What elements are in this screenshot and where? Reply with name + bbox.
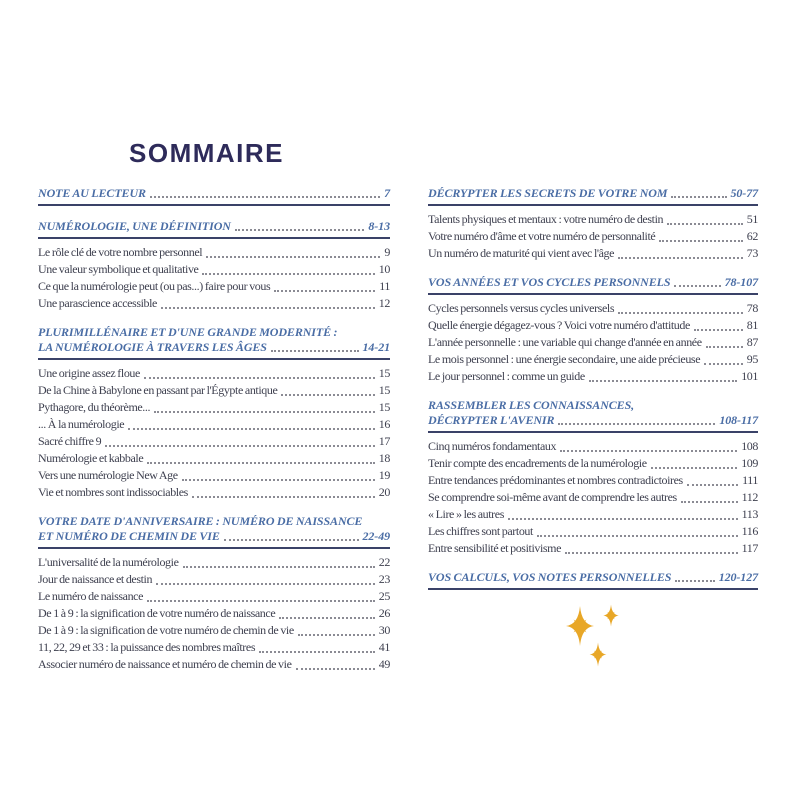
toc-entry bbox=[38, 467, 390, 484]
dot-leader bbox=[296, 668, 375, 670]
toc-entry bbox=[38, 261, 390, 278]
dot-leader bbox=[202, 273, 374, 275]
dot-leader bbox=[224, 539, 359, 541]
toc-entry-page: 108 bbox=[741, 439, 758, 453]
section-heading bbox=[428, 275, 758, 290]
section-heading bbox=[428, 398, 758, 428]
toc-entry bbox=[38, 588, 390, 605]
toc-entry-page: 95 bbox=[746, 352, 758, 366]
section-heading-line: VOS CALCULS, VOS NOTES PERSONNELLES bbox=[428, 570, 672, 584]
section-entries bbox=[38, 549, 390, 673]
section-page-range: 7 bbox=[384, 186, 390, 200]
toc-entry-page: 25 bbox=[378, 589, 390, 603]
dot-leader bbox=[182, 479, 375, 481]
section-page-range: 22-49 bbox=[362, 529, 390, 543]
section-page-range: 50-77 bbox=[730, 186, 758, 200]
section-entries bbox=[38, 360, 390, 501]
toc-entry bbox=[38, 554, 390, 571]
toc-entry-page: 19 bbox=[378, 468, 390, 482]
toc-entry-page: 73 bbox=[746, 246, 758, 260]
dot-leader bbox=[694, 329, 743, 331]
toc-entry bbox=[38, 605, 390, 622]
section-entries bbox=[428, 295, 758, 385]
sparkle-star-icon bbox=[586, 642, 610, 667]
toc-entry-label: De 1 à 9 : la signification de votre numéro de chemin de vie bbox=[38, 623, 294, 637]
toc-entry-label: Le numéro de naissance bbox=[38, 589, 144, 603]
toc-entry-label: Le mois personnel : une énergie secondaire, une aide précieuse bbox=[428, 352, 701, 366]
toc-entry-label: De la Chine à Babylone en passant par l'Égypte antique bbox=[38, 383, 278, 397]
toc-entry-label: « Lire » les autres bbox=[428, 507, 504, 521]
sparkle-star-icon bbox=[600, 604, 622, 627]
dot-leader bbox=[279, 617, 375, 619]
dot-leader bbox=[589, 380, 737, 382]
toc-section bbox=[428, 398, 758, 557]
toc-entry-page: 18 bbox=[378, 451, 390, 465]
toc-entry bbox=[428, 455, 758, 472]
dot-leader bbox=[128, 428, 375, 430]
section-entries bbox=[428, 433, 758, 557]
section-heading-line: NOTE AU LECTEUR bbox=[38, 186, 146, 200]
toc-entry-label: Le jour personnel : comme un guide bbox=[428, 369, 585, 383]
toc-entry-page: 15 bbox=[378, 383, 390, 397]
section-heading bbox=[38, 325, 390, 355]
dot-leader bbox=[675, 580, 714, 582]
dot-leader bbox=[154, 411, 375, 413]
section-heading-line: DÉCRYPTER LES SECRETS DE VOTRE NOM bbox=[428, 186, 668, 200]
dot-leader bbox=[206, 256, 380, 258]
toc-entry-page: 41 bbox=[378, 640, 390, 654]
dot-leader bbox=[671, 196, 726, 198]
toc-entry-page: 17 bbox=[378, 434, 390, 448]
toc-entry-page: 78 bbox=[746, 301, 758, 315]
toc-entry-label: 11, 22, 29 et 33 : la puissance des nombres maîtres bbox=[38, 640, 256, 654]
dot-leader bbox=[706, 346, 743, 348]
section-page-range: 108-117 bbox=[719, 413, 758, 427]
section-rule bbox=[38, 204, 390, 206]
dot-leader bbox=[618, 257, 743, 259]
toc-entry-label: Un numéro de maturité qui vient avec l'âge bbox=[428, 246, 615, 260]
section-entries bbox=[428, 206, 758, 262]
dot-leader bbox=[508, 518, 738, 520]
section-heading bbox=[38, 219, 390, 234]
toc-entry-label: L'universalité de la numérologie bbox=[38, 555, 179, 569]
section-heading bbox=[428, 186, 758, 201]
dot-leader bbox=[147, 462, 375, 464]
toc-entry-label: Associer numéro de naissance et numéro de chemin de vie bbox=[38, 657, 292, 671]
toc-entry bbox=[38, 416, 390, 433]
section-heading-line: ET NUMÉRO DE CHEMIN DE VIE bbox=[38, 529, 220, 543]
toc-entry-page: 109 bbox=[741, 456, 758, 470]
toc-entry-label: Quelle énergie dégagez-vous ? Voici votre numéro d'attitude bbox=[428, 318, 690, 332]
dot-leader bbox=[687, 484, 738, 486]
toc-entry-page: 51 bbox=[746, 212, 758, 226]
toc-entry-label: L'année personnelle : une variable qui change d'année en année bbox=[428, 335, 702, 349]
toc-entry-page: 22 bbox=[378, 555, 390, 569]
toc-section bbox=[428, 570, 758, 590]
toc-entry bbox=[38, 622, 390, 639]
toc-entry-label: De 1 à 9 : la signification de votre numéro de naissance bbox=[38, 606, 276, 620]
page-title: SOMMAIRE bbox=[129, 138, 284, 168]
section-heading-line: RASSEMBLER LES CONNAISSANCES, bbox=[428, 398, 635, 412]
toc-section bbox=[38, 514, 390, 673]
toc-entry bbox=[428, 334, 758, 351]
sparkle-star-icon bbox=[560, 605, 600, 647]
dot-leader bbox=[667, 223, 743, 225]
dot-leader bbox=[558, 423, 715, 425]
dot-leader bbox=[681, 501, 738, 503]
toc-entry-page: 101 bbox=[741, 369, 758, 383]
dot-leader bbox=[704, 363, 743, 365]
toc-entry-page: 26 bbox=[378, 606, 390, 620]
toc-section bbox=[428, 186, 758, 262]
toc-entry-page: 12 bbox=[378, 296, 390, 310]
dot-leader bbox=[274, 290, 375, 292]
toc-entry-page: 10 bbox=[378, 262, 390, 276]
toc-entry bbox=[38, 571, 390, 588]
toc-entry-label: Cycles personnels versus cycles universels bbox=[428, 301, 615, 315]
toc-entry-label: Se comprendre soi-même avant de comprendre les autres bbox=[428, 490, 677, 504]
dot-leader bbox=[565, 552, 738, 554]
toc-entry bbox=[428, 506, 758, 523]
section-page-range: 120-127 bbox=[718, 570, 758, 584]
toc-entry bbox=[38, 244, 390, 261]
section-heading-line: DÉCRYPTER L'AVENIR bbox=[428, 413, 555, 427]
dot-leader bbox=[156, 583, 375, 585]
dot-leader bbox=[618, 312, 743, 314]
toc-entry-label: Entre sensibilité et positivisme bbox=[428, 541, 562, 555]
toc-entry-label: Pythagore, du théorème... bbox=[38, 400, 151, 414]
toc-entry-page: 16 bbox=[378, 417, 390, 431]
toc-entry-label: Cinq numéros fondamentaux bbox=[428, 439, 557, 453]
toc-section bbox=[38, 325, 390, 501]
dot-leader bbox=[192, 496, 375, 498]
section-heading-line: LA NUMÉROLOGIE À TRAVERS LES ÂGES bbox=[38, 340, 267, 354]
toc-entry-page: 111 bbox=[742, 473, 758, 487]
toc-entry-page: 117 bbox=[741, 541, 758, 555]
toc-entry-page: 15 bbox=[378, 400, 390, 414]
dot-leader bbox=[150, 196, 380, 198]
section-heading-line: NUMÉROLOGIE, UNE DÉFINITION bbox=[38, 219, 231, 233]
section-page-range: 78-107 bbox=[724, 275, 758, 289]
toc-entry bbox=[38, 433, 390, 450]
section-heading-line: PLURIMILLÉNAIRE ET D'UNE GRANDE MODERNITÉ : bbox=[38, 325, 338, 339]
dot-leader bbox=[161, 307, 375, 309]
toc-entry-page: 87 bbox=[746, 335, 758, 349]
toc-entry-label: Une origine assez floue bbox=[38, 366, 140, 380]
toc-entry-page: 112 bbox=[741, 490, 758, 504]
toc-entry-page: 20 bbox=[378, 485, 390, 499]
toc-entry-page: 49 bbox=[378, 657, 390, 671]
toc-entry-label: Sacré chiffre 9 bbox=[38, 434, 102, 448]
dot-leader bbox=[560, 450, 737, 452]
dot-leader bbox=[144, 377, 375, 379]
toc-entry-label: Jour de naissance et destin bbox=[38, 572, 153, 586]
toc-column-left bbox=[38, 186, 390, 686]
toc-entry-page: 15 bbox=[378, 366, 390, 380]
dot-leader bbox=[271, 350, 359, 352]
section-entries bbox=[38, 239, 390, 312]
toc-entry-page: 116 bbox=[741, 524, 758, 538]
toc-entry bbox=[38, 639, 390, 656]
toc-entry-label: Le rôle clé de votre nombre personnel bbox=[38, 245, 203, 259]
dot-leader bbox=[674, 285, 720, 287]
dot-leader bbox=[105, 445, 375, 447]
toc-entry-label: Ce que la numérologie peut (ou pas...) faire pour vous bbox=[38, 279, 271, 293]
toc-entry bbox=[38, 656, 390, 673]
toc-entry-label: Numérologie et kabbale bbox=[38, 451, 144, 465]
toc-entry bbox=[38, 450, 390, 467]
toc-section bbox=[38, 219, 390, 312]
toc-entry bbox=[38, 278, 390, 295]
toc-entry bbox=[428, 472, 758, 489]
dot-leader bbox=[659, 240, 742, 242]
toc-entry-page: 11 bbox=[379, 279, 390, 293]
toc-entry bbox=[38, 365, 390, 382]
toc-entry-label: Vers une numérologie New Age bbox=[38, 468, 178, 482]
toc-entry-label: ... À la numérologie bbox=[38, 417, 125, 431]
dot-leader bbox=[281, 394, 374, 396]
toc-entry-label: Entre tendances prédominantes et nombres contradictoires bbox=[428, 473, 683, 487]
toc-entry bbox=[428, 523, 758, 540]
dot-leader bbox=[651, 467, 738, 469]
dot-leader bbox=[259, 651, 375, 653]
section-heading bbox=[38, 186, 390, 201]
dot-leader bbox=[183, 566, 375, 568]
toc-entry bbox=[38, 399, 390, 416]
toc-entry-label: Les chiffres sont partout bbox=[428, 524, 533, 538]
dot-leader bbox=[298, 634, 375, 636]
toc-entry-label: Tenir compte des encadrements de la numérologie bbox=[428, 456, 647, 470]
toc-entry-label: Votre numéro d'âme et votre numéro de personnalité bbox=[428, 229, 656, 243]
toc-entry-label: Talents physiques et mentaux : votre numéro de destin bbox=[428, 212, 664, 226]
dot-leader bbox=[147, 600, 375, 602]
dot-leader bbox=[537, 535, 738, 537]
toc-entry-label: Une valeur symbolique et qualitative bbox=[38, 262, 199, 276]
toc-entry-label: Une parascience accessible bbox=[38, 296, 157, 310]
toc-entry bbox=[428, 245, 758, 262]
toc-entry bbox=[428, 211, 758, 228]
toc-entry bbox=[428, 300, 758, 317]
toc-entry bbox=[428, 540, 758, 557]
toc-entry bbox=[428, 368, 758, 385]
toc-entry bbox=[38, 382, 390, 399]
toc-section bbox=[38, 186, 390, 206]
dot-leader bbox=[235, 229, 365, 231]
section-page-range: 8-13 bbox=[368, 219, 390, 233]
toc-entry-page: 81 bbox=[746, 318, 758, 332]
toc-entry-page: 62 bbox=[746, 229, 758, 243]
toc-entry-label: Vie et nombres sont indissociables bbox=[38, 485, 188, 499]
toc-entry bbox=[428, 438, 758, 455]
toc-entry bbox=[428, 351, 758, 368]
toc-entry bbox=[38, 484, 390, 501]
toc-entry-page: 113 bbox=[741, 507, 758, 521]
toc-section bbox=[428, 275, 758, 385]
section-heading bbox=[428, 570, 758, 585]
toc-entry bbox=[428, 228, 758, 245]
toc-entry-page: 30 bbox=[378, 623, 390, 637]
section-heading-line: VOS ANNÉES ET VOS CYCLES PERSONNELS bbox=[428, 275, 671, 289]
toc-entry-page: 9 bbox=[384, 245, 390, 259]
toc-entry bbox=[38, 295, 390, 312]
section-page-range: 14-21 bbox=[362, 340, 390, 354]
toc-entry bbox=[428, 317, 758, 334]
toc-entry-page: 23 bbox=[378, 572, 390, 586]
toc-entry bbox=[428, 489, 758, 506]
section-heading bbox=[38, 514, 390, 544]
section-rule bbox=[428, 588, 758, 590]
section-heading-line: VOTRE DATE D'ANNIVERSAIRE : NUMÉRO DE NAISSANCE bbox=[38, 514, 363, 528]
toc-column-right bbox=[428, 186, 758, 603]
